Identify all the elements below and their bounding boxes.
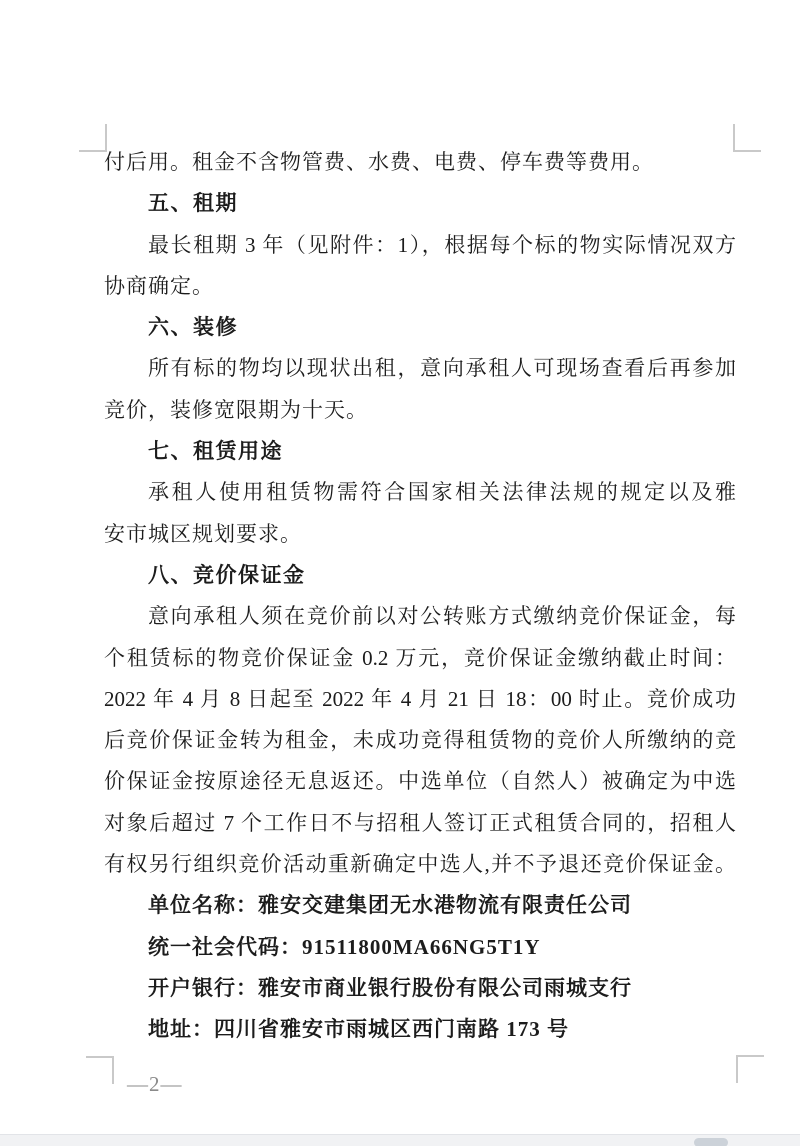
text-boundary-mark-top-left — [79, 124, 107, 152]
section-heading: 七、租赁用途 — [148, 439, 283, 464]
text-boundary-mark-bottom-left — [86, 1056, 114, 1084]
info-line: 单位名称：雅安交建集团无水港物流有限责任公司 — [148, 893, 632, 918]
section-heading: 六、装修 — [148, 315, 238, 340]
text-line: 承租人使用租赁物需符合国家相关法律法规的规定以及雅 — [148, 480, 736, 505]
text-line: 有权另行组织竞价活动重新确定中选人,并不予退还竞价保证金。 — [104, 852, 736, 877]
text-boundary-mark-top-right — [733, 124, 761, 152]
text-line: 安市城区规划要求。 — [104, 521, 302, 546]
text-line: 付后用。租金不含物管费、水费、电费、停车费等费用。 — [104, 150, 654, 174]
horizontal-scrollbar-thumb[interactable] — [694, 1138, 728, 1146]
info-line: 统一社会代码：91511800MA66NG5T1Y — [148, 934, 541, 959]
text-line: 对象后超过 7 个工作日不与招租人签订正式租赁合同的，招租人 — [104, 810, 736, 835]
text-line: 意向承租人须在竞价前以对公转账方式缴纳竞价保证金，每 — [148, 604, 736, 629]
text-boundary-mark-bottom-right — [736, 1055, 764, 1083]
horizontal-scrollbar[interactable] — [0, 1134, 800, 1146]
info-line: 地址：四川省雅安市雨城区西门南路 173 号 — [148, 1017, 569, 1042]
text-line: 所有标的物均以现状出租，意向承租人可现场查看后再参加 — [148, 356, 736, 381]
text-line: 价保证金按原途径无息返还。中选单位（自然人）被确定为中选 — [104, 769, 736, 794]
section-heading: 八、竞价保证金 — [148, 562, 306, 587]
document-body — [104, 142, 736, 1051]
text-line: 个租赁标的物竞价保证金 0.2 万元，竞价保证金缴纳截止时间： — [104, 645, 736, 670]
info-line: 开户银行：雅安市商业银行股份有限公司雨城支行 — [148, 975, 632, 1000]
text-line: 竞价，装修宽限期为十天。 — [104, 397, 368, 422]
text-line: 2022 年 4 月 8 日起至 2022 年 4 月 21 日 18：00 时止。竞价成功 — [104, 686, 736, 711]
section-heading: 五、租期 — [148, 191, 238, 216]
text-line: 后竞价保证金转为租金，未成功竞得租赁物的竞价人所缴纳的竞 — [104, 728, 736, 753]
page-number: —2— — [127, 1072, 183, 1096]
text-line: 最长租期 3 年（见附件：1），根据每个标的物实际情况双方 — [148, 232, 736, 257]
text-line: 协商确定。 — [104, 273, 214, 298]
